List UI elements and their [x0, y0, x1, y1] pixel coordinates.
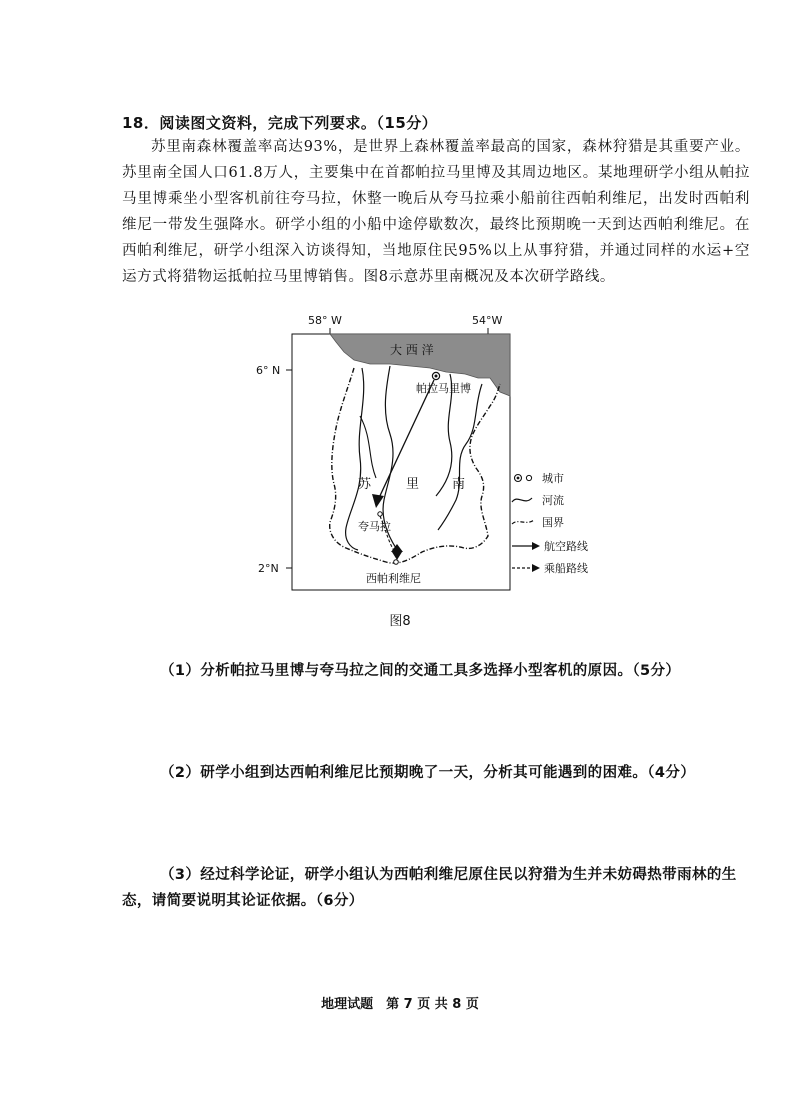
map-figure: [250, 308, 620, 598]
legend-border-icon: [512, 520, 534, 524]
capital-dot: [435, 375, 438, 378]
legend-border-label: 国界: [542, 516, 564, 529]
legend-river-label: 河流: [542, 494, 564, 507]
legend: [512, 472, 588, 575]
capital-label: 帕拉马里博: [416, 382, 471, 395]
ocean-label: 大 西 洋: [390, 343, 434, 357]
town-b-marker: [394, 560, 399, 565]
town-a-label: 夸马拉: [358, 520, 391, 533]
figure-caption: 图8: [389, 614, 411, 629]
sub-question-1: （1）分析帕拉马里博与夸马拉之间的交通工具多选择小型客机的原因。（5分）: [160, 663, 681, 679]
legend-city-icon-b: [526, 475, 531, 480]
sub-question-2: （2）研学小组到达西帕利维尼比预期晚了一天，分析其可能遇到的困难。（4分）: [160, 765, 696, 781]
legend-air-label: 航空路线: [544, 540, 588, 553]
suriname-map: [250, 308, 620, 598]
sub-question-3: （3）经过科学论证，研学小组认为西帕利维尼原住民以狩猎为生并未妨碍热带雨林的生态，请简要说明其论证依据。（6分）: [122, 867, 737, 909]
lon-right-label: 54°W: [472, 314, 503, 327]
town-a-marker: [378, 512, 382, 516]
country-char-3: 南: [452, 477, 466, 492]
town-b-label: 西帕利维尼: [366, 572, 421, 585]
country-char-1: 苏: [358, 477, 372, 492]
lat-top-label: 6° N: [256, 364, 281, 377]
question-paragraph: 苏里南森林覆盖率高达93%，是世界上森林覆盖率最高的国家，森林狩猎是其重要产业。苏里南全国人口61.8万人，主要集中在首都帕拉马里博及其周边地区。某地理研学小组从帕拉马里博乘坐小型客机前往夸马拉，休整一晚后从夸马拉乘小船前往西帕利维尼，出发时西帕利维尼一带发生强降水。研学小组的小船中途停歇数次，最终比预期晚一天到达西帕利维尼。在西帕利维尼，研学小组深入访谈得知，当地原住民95%以上从事狩猎，并通过同样的水运+空运方式将猎物运抵帕拉马里博销售。图8示意苏里南概况及本次研学路线。: [122, 139, 750, 285]
page-footer: 地理试题 第 7 页 共 8 页: [321, 997, 479, 1012]
legend-boat-label: 乘船路线: [544, 562, 588, 575]
legend-river-icon: [512, 498, 532, 502]
legend-city-label: 城市: [542, 472, 564, 485]
lon-left-label: 58° W: [308, 314, 342, 327]
legend-boat-arrow: [532, 564, 540, 572]
legend-city-icon-a-dot: [517, 477, 520, 480]
lat-bottom-label: 2°N: [258, 562, 279, 575]
question-title: 18．阅读图文资料，完成下列要求。（15分）: [122, 114, 438, 132]
country-char-2: 里: [406, 477, 420, 492]
legend-air-arrow: [532, 542, 540, 550]
